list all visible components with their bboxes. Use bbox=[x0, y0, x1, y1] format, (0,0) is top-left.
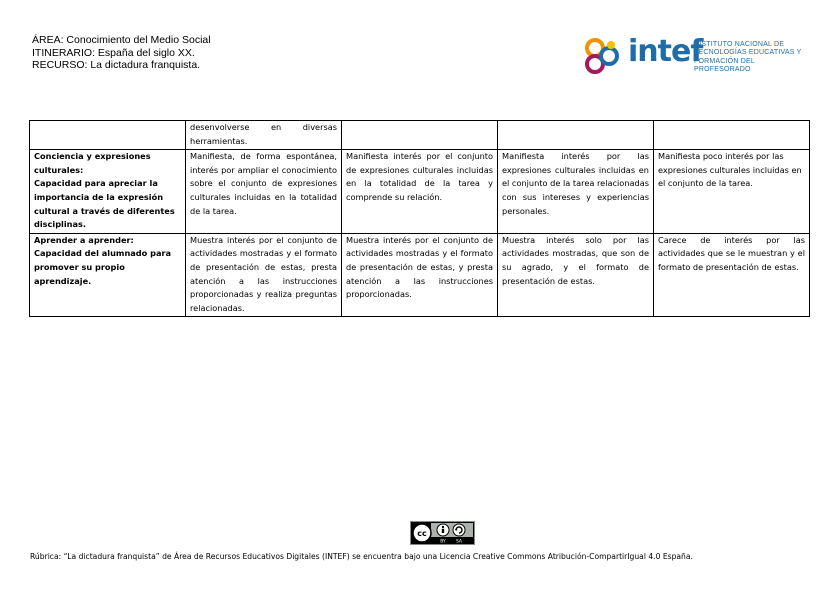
criterion-cell bbox=[30, 233, 186, 317]
institute-line: TECNOLOGÍAS EDUCATIVAS Y bbox=[694, 49, 802, 57]
table-row bbox=[30, 233, 810, 317]
rubric-table bbox=[29, 120, 810, 317]
header-recurso: RECURSO: La dictadura franquista. bbox=[32, 59, 201, 71]
intef-wordmark: intef bbox=[628, 34, 703, 69]
criterion-name: Aprender a aprender: bbox=[34, 234, 134, 245]
svg-text:cc: cc bbox=[417, 529, 427, 538]
institute-line: INSTITUTO NACIONAL DE bbox=[694, 41, 785, 48]
document-header bbox=[32, 34, 211, 72]
level-cell: Manifiesta interés por el conjunto de expresiones culturales incluidas en la totalidad de la tarea y comprende su relación. bbox=[342, 150, 498, 234]
level-cell: desenvolverse en diversas herramientas. bbox=[186, 121, 342, 150]
table-row bbox=[30, 150, 810, 234]
level-cell bbox=[342, 121, 498, 150]
table-row bbox=[30, 121, 810, 150]
level-cell: Manifiesta interés por las expresiones culturales incluidas en el conjunto de la tarea relacionadas con sus intereses y experiencias personales. bbox=[498, 150, 654, 234]
header-area: ÁREA: Conocimiento del Medio Social bbox=[32, 34, 211, 46]
institute-line: FORMACIÓN DEL PROFESORADO bbox=[694, 57, 755, 73]
level-cell: Manifiesta poco interés por las expresiones culturales incluidas en el conjunto de la tarea. bbox=[654, 150, 810, 234]
intef-logo bbox=[582, 36, 812, 76]
criterion-cell bbox=[30, 150, 186, 234]
level-cell: Muestra interés por el conjunto de actividades mostradas y el formato de presentación de estas, presta atención a las instrucciones proporcionadas y realiza preguntas relacionadas. bbox=[186, 233, 342, 317]
criterion-name: Conciencia y expresiones culturales: bbox=[34, 151, 151, 175]
license-footer: Rúbrica: “La dictadura franquista” de Área de Recursos Educativos Digitales (INTEF) se encuentra bajo una Licencia Creative Commons Atribución-CompartirIgual 4.0 España. bbox=[30, 552, 693, 561]
header-itinerario: ITINERARIO: España del siglo XX. bbox=[32, 46, 195, 59]
intef-symbol-icon bbox=[582, 36, 624, 76]
criterion-description: Capacidad para apreciar la importancia de la expresión cultural a través de diferentes disciplinas. bbox=[34, 178, 175, 230]
institute-name bbox=[694, 41, 812, 74]
creative-commons-by-sa-icon bbox=[411, 522, 474, 544]
level-cell: Carece de interés por las actividades que se le muestran y el formato de presentación de estas. bbox=[654, 233, 810, 317]
level-cell bbox=[654, 121, 810, 150]
license-label-by: BY bbox=[440, 539, 446, 544]
creative-commons-badge bbox=[410, 521, 475, 545]
level-cell: Muestra interés solo por las actividades mostradas, que son de su agrado, y el formato de presentación de estas. bbox=[498, 233, 654, 317]
level-cell: Muestra interés por el conjunto de actividades mostradas y el formato de presentación de estas, y presta atención a las instrucciones proporcionadas. bbox=[342, 233, 498, 317]
criterion-description: Capacidad del alumnado para promover su propio aprendizaje. bbox=[34, 248, 172, 286]
level-cell: Manifiesta, de forma espontánea, interés por ampliar el conocimiento sobre el conjunto de expresiones culturales incluidas en la totalidad de la tarea. bbox=[186, 150, 342, 234]
level-cell bbox=[498, 121, 654, 150]
criterion-cell bbox=[30, 121, 186, 150]
license-label-sa: SA bbox=[455, 539, 463, 544]
